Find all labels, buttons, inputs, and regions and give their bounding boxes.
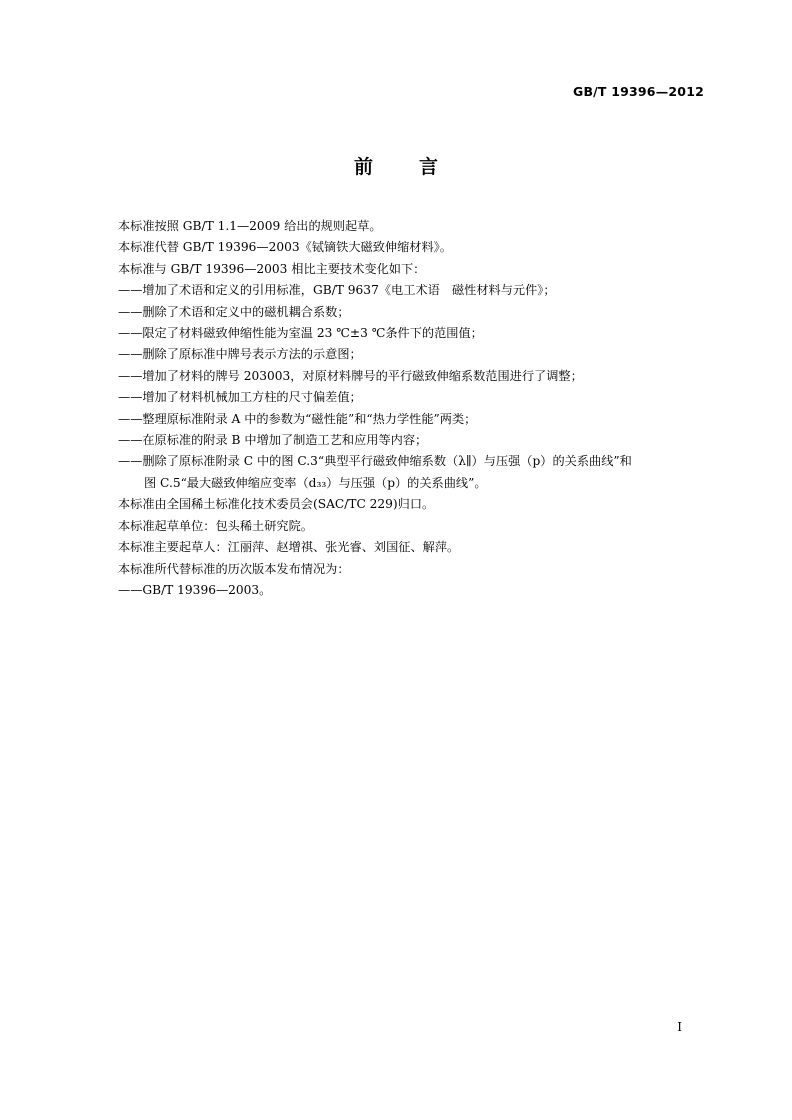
list-item: ——删除了原标准附录 C 中的图 C.3“典型平行磁致伸缩系数（λ∥）与压强（p）的关系曲线”和	[118, 454, 632, 469]
list-item: ——GB/T 19396—2003。	[118, 582, 272, 597]
paragraph: 本标准由全国稀土标准化技术委员会(SAC/TC 229)归口。	[118, 497, 435, 512]
list-item: ——增加了术语和定义的引用标准，GB/T 9637《电工术语 磁性材料与元件》；	[118, 283, 556, 298]
list-item-continuation: 图 C.5“最大磁致伸缩应变率（d₃₃）与压强（p）的关系曲线”。	[144, 475, 487, 490]
paragraph: 本标准主要起草人：江丽萍、赵增祺、张光睿、刘国征、解萍。	[118, 540, 460, 555]
list-item: ——限定了材料磁致伸缩性能为室温 23 ℃±3 ℃条件下的范围值；	[118, 326, 483, 341]
list-item: ——删除了原标准中牌号表示方法的示意图；	[118, 347, 362, 362]
list-item: ——整理原标准附录 A 中的参数为“磁性能”和“热力学性能”两类；	[118, 411, 477, 426]
page-number: I	[677, 1020, 682, 1034]
list-item: ——增加了材料的牌号 203003，对原材料牌号的平行磁致伸缩系数范围进行了调整；	[118, 368, 583, 383]
list-item: ——增加了材料机械加工方柱的尺寸偏差值；	[118, 390, 362, 405]
list-item: ——在原标准的附录 B 中增加了制造工艺和应用等内容；	[118, 433, 428, 448]
paragraph: 本标准代替 GB/T 19396—2003《铽镝铁大磁致伸缩材料》。	[118, 240, 452, 255]
paragraph: 本标准与 GB/T 19396—2003 相比主要技术变化如下：	[118, 261, 426, 276]
foreword-body	[118, 216, 708, 601]
paragraph: 本标准起草单位：包头稀土研究院。	[118, 518, 313, 533]
page-title: 前言	[353, 156, 484, 178]
standard-number: GB/T 19396—2012	[572, 84, 704, 99]
paragraph: 本标准按照 GB/T 1.1—2009 给出的规则起草。	[118, 219, 382, 233]
paragraph: 本标准所代替标准的历次版本发布情况为：	[118, 561, 350, 576]
list-item: ——删除了术语和定义中的磁机耦合系数；	[118, 304, 350, 319]
